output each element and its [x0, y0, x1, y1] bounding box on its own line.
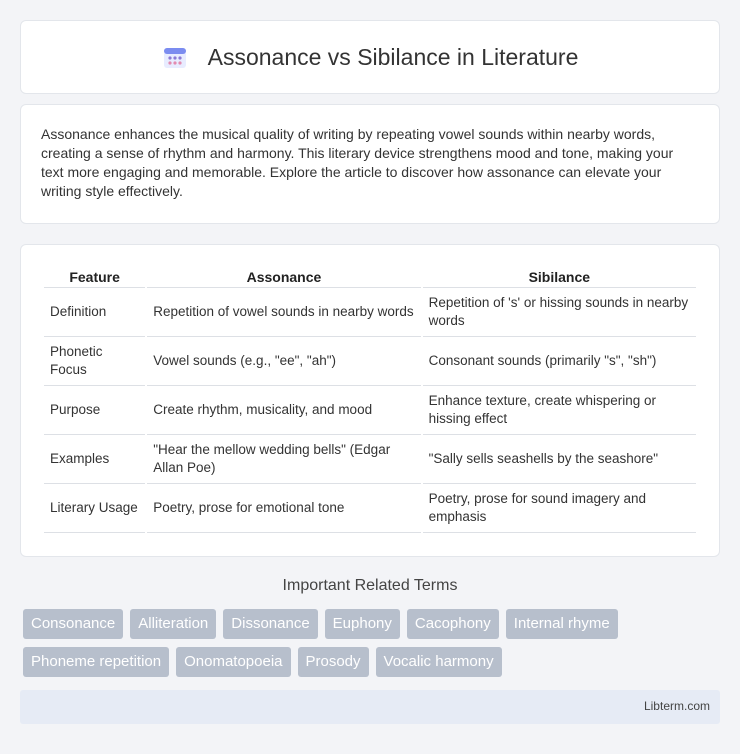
related-term-tag[interactable]: Alliteration	[130, 609, 216, 639]
table-row	[44, 435, 696, 484]
related-term-tag[interactable]: Onomatopoeia	[176, 647, 290, 677]
header-sibilance: Sibilance	[423, 265, 696, 288]
related-term-tag[interactable]: Dissonance	[223, 609, 317, 639]
footer-brand-link[interactable]: Libterm.com	[643, 699, 710, 713]
row-assonance: "Hear the mellow wedding bells" (Edgar Allan Poe)	[147, 435, 420, 484]
table-row	[44, 386, 696, 435]
header-card	[20, 20, 720, 94]
row-assonance: Poetry, prose for emotional tone	[147, 484, 420, 533]
row-feature: Phonetic Focus	[44, 337, 145, 386]
related-term-tag[interactable]: Cacophony	[407, 609, 499, 639]
header-feature: Feature	[44, 265, 145, 288]
row-assonance: Vowel sounds (e.g., "ee", "ah")	[147, 337, 420, 386]
related-term-tag[interactable]: Phoneme repetition	[23, 647, 169, 677]
row-sibilance: Poetry, prose for sound imagery and emphasis	[423, 484, 696, 533]
row-feature: Examples	[44, 435, 145, 484]
row-sibilance: Consonant sounds (primarily "s", "sh")	[423, 337, 696, 386]
table-header-row	[44, 265, 696, 288]
calendar-icon	[162, 44, 188, 70]
footer	[20, 690, 720, 724]
related-term-tag[interactable]: Consonance	[23, 609, 123, 639]
comparison-table	[42, 265, 698, 533]
related-term-tag[interactable]: Vocalic harmony	[376, 647, 502, 677]
intro-card	[20, 104, 720, 224]
table-row	[44, 288, 696, 337]
table-row	[44, 337, 696, 386]
row-sibilance: "Sally sells seashells by the seashore"	[423, 435, 696, 484]
row-sibilance: Enhance texture, create whispering or hissing effect	[423, 386, 696, 435]
row-sibilance: Repetition of 's' or hissing sounds in nearby words	[423, 288, 696, 337]
intro-text: Assonance enhances the musical quality of writing by repeating vowel sounds within nearby words, creating a sense of rhythm and harmony. This literary device strengthens mood and tone, making your text more engaging and memorable. Explore the article to discover how assonance can elevate your writing style effectively.	[41, 126, 674, 199]
page-title: Assonance vs Sibilance in Literature	[207, 43, 579, 70]
related-terms-title: Important Related Terms	[282, 577, 458, 594]
related-term-tag[interactable]: Internal rhyme	[506, 609, 618, 639]
table-row	[44, 484, 696, 533]
row-feature: Literary Usage	[44, 484, 145, 533]
header-assonance: Assonance	[147, 265, 420, 288]
related-term-tag[interactable]: Euphony	[325, 609, 400, 639]
related-term-tag[interactable]: Prosody	[298, 647, 369, 677]
related-terms-list	[23, 609, 723, 677]
row-assonance: Repetition of vowel sounds in nearby words	[147, 288, 420, 337]
row-feature: Definition	[44, 288, 145, 337]
row-feature: Purpose	[44, 386, 145, 435]
comparison-table-card	[20, 244, 720, 557]
row-assonance: Create rhythm, musicality, and mood	[147, 386, 420, 435]
